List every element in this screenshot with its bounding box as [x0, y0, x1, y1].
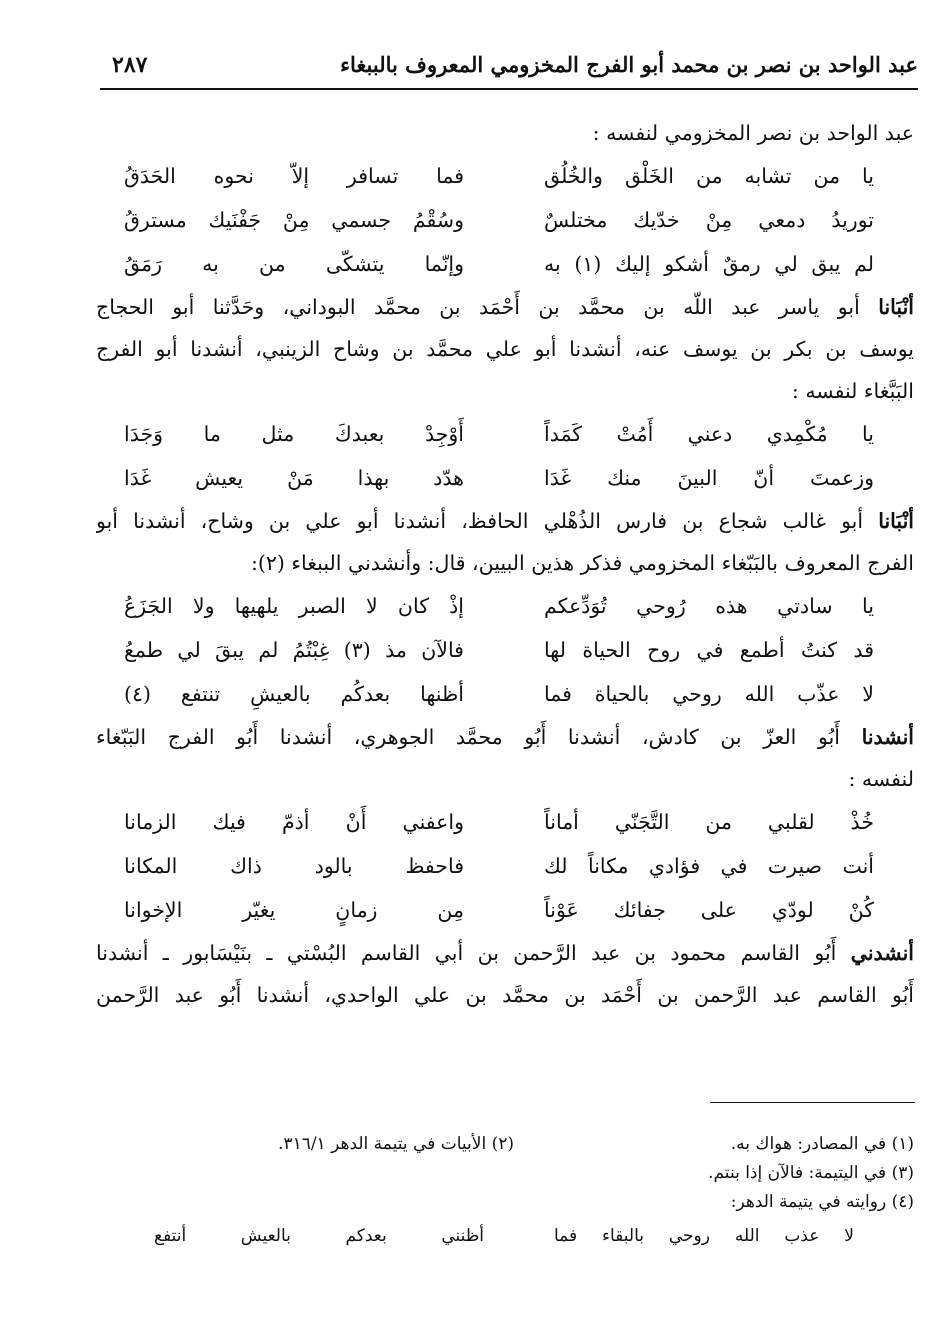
paragraph-2 — [96, 286, 914, 412]
header-rule — [100, 88, 918, 90]
poem-4 — [96, 800, 914, 932]
footnote-verse — [96, 1217, 914, 1255]
lead-word: أنْبَانا — [878, 509, 914, 533]
text-line — [96, 716, 914, 758]
poem-2 — [96, 412, 914, 500]
hemistich-first: لا عذب الله روحي بالبقاء فما — [554, 1226, 854, 1246]
footnote-3: (٣) في اليتيمة: فالآن إذا بنتم. — [708, 1163, 914, 1183]
verse — [96, 456, 914, 500]
verse — [96, 844, 914, 888]
text-line — [96, 500, 914, 542]
text-line: البَبَّغاء لنفسه : — [791, 379, 914, 403]
page-body — [96, 112, 914, 1016]
page-header — [100, 52, 918, 86]
hemistich-second: إذْ كان لا الصبر يلهيها ولا الجَزَعُ — [124, 594, 464, 618]
lead-word: أنْبَانا — [878, 295, 914, 319]
verse — [96, 888, 914, 932]
hemistich-first: يا سادتي هذه رُوحي تُوَدِّعكم — [544, 594, 874, 618]
page-number: ٢٨٧ — [112, 52, 148, 78]
paragraph-3 — [96, 500, 914, 584]
footnote-row — [96, 1130, 914, 1159]
intro-line: عبد الواحد بن نصر المخزومي لنفسه : — [592, 121, 914, 145]
lead-word: أنشدني — [850, 941, 914, 965]
hemistich-first: يا من تشابه من الخَلْق والخُلُق — [544, 164, 874, 188]
text-line — [96, 932, 914, 974]
hemistich-second: فاحفظ بالود ذاك المكانا — [124, 854, 464, 878]
hemistich-first: يا مُكْمِدي دعني أَمُتْ كَمَداً — [544, 422, 874, 446]
hemistich-second: مِن زمانٍ يغيّر الإخوانا — [124, 898, 464, 922]
hemistich-first: قد كنتُ أطمع في روح الحياة لها — [544, 638, 874, 662]
text-line: يوسف بن بكر بن يوسف عنه، أنشدنا أبو علي محمَّد بن وشاح الزينبي، أنشدنا أبو الفرج — [96, 337, 914, 361]
text-line — [96, 286, 914, 328]
footnote-1: (١) في المصادر: هواك به. — [730, 1134, 914, 1154]
verse — [96, 584, 914, 628]
hemistich-second: فما تسافر إلاّ نحوه الحَدَقُ — [124, 164, 464, 188]
hemistich-first: كُنْ لودّي على جفائك عَوْناً — [544, 898, 874, 922]
paragraph-4 — [96, 716, 914, 800]
verse — [96, 242, 914, 286]
hemistich-first: أنت صيرت في فؤادي مكاناً لك — [544, 854, 874, 878]
running-title: عبد الواحد بن نصر بن محمد أبو الفرج المخزومي المعروف بالببغاء — [340, 52, 918, 77]
hemistich-second: وسُقْمُ جسمي مِنْ جَفْنَيك مسترقُ — [124, 208, 464, 232]
verse — [96, 198, 914, 242]
lead-word: أنشدنا — [861, 725, 914, 749]
hemistich-second: أظنني بعدكم بالعيش أنتفع — [154, 1226, 484, 1246]
line-text: أبو غالب شجاع بن فارس الذُهْلي الحافظ، أنشدنا أبو علي بن وشاح، أنشدنا أبو — [96, 509, 879, 533]
verse — [96, 672, 914, 716]
hemistich-second: فالآن مذ (٣) غِبْتُمُ لم يبقَ لي طمعُ — [124, 638, 464, 662]
footnote-rule — [710, 1102, 915, 1103]
hemistich-first: خُذْ لقلبي من التَّجَنّي أماناً — [544, 810, 874, 834]
hemistich-second: أَوْجِدْ بعبدكَ مثل ما وَجَدَا — [124, 422, 464, 446]
hemistich-first: لم يبق لي رمقٌ أشكو إليك (١) به — [544, 252, 874, 276]
verse — [96, 628, 914, 672]
text-line: الفرج المعروف بالبَبّغاء المخزومي فذكر هذين البيين، قال: وأنشدني الببغاء (٢): — [250, 551, 914, 575]
line-text: أَبُو القاسم محمود بن عبد الرَّحمن بن أبي القاسم البُسْتي ـ بنَيْسَابور ـ أنشدنا — [96, 941, 851, 965]
hemistich-second: هدّد بهذا مَنْ يعيش غَدَا — [124, 466, 464, 490]
poem-3 — [96, 584, 914, 716]
hemistich-first: لا عذّب الله روحي بالحياة فما — [544, 682, 874, 706]
poem-1 — [96, 154, 914, 286]
hemistich-first: توريدُ دمعي مِنْ خدّيك مختلسٌ — [544, 208, 874, 232]
hemistich-second: أظنها بعدكُم بالعيشِ تنتفع (٤) — [124, 682, 464, 706]
line-text: أبو ياسر عبد اللّه بن محمَّد بن أَحْمَد بن محمَّد البوداني، وحَدَّثنا أبو الحجاج — [96, 295, 879, 319]
hemistich-first: وزعمتَ أنّ البينَ منك غَدَا — [544, 466, 874, 490]
verse — [96, 800, 914, 844]
verse — [96, 154, 914, 198]
line-text: أَبُو العزّ بن كادش، أنشدنا أَبُو محمَّد الجوهري، أنشدنا أَبُو الفرج البَبّغاء — [96, 725, 862, 749]
text-line: أَبُو القاسم عبد الرَّحمن بن أَحْمَد بن محمَّد بن علي الواحدي، أنشدنا أَبُو عبد الرَّحمن — [96, 983, 914, 1007]
verse — [96, 412, 914, 456]
footnote-2: (٢) الأبيات في يتيمة الدهر ٣١٦/١. — [278, 1134, 514, 1154]
footnote-4: (٤) روايته في يتيمة الدهر: — [730, 1192, 914, 1212]
hemistich-second: وإنّما يتشكّى من به رَمَقُ — [124, 252, 464, 276]
hemistich-second: واعفني أَنْ أذمّ فيك الزمانا — [124, 810, 464, 834]
footnotes — [96, 1130, 914, 1255]
paragraph-5 — [96, 932, 914, 1016]
text-line: لنفسه : — [848, 767, 914, 791]
